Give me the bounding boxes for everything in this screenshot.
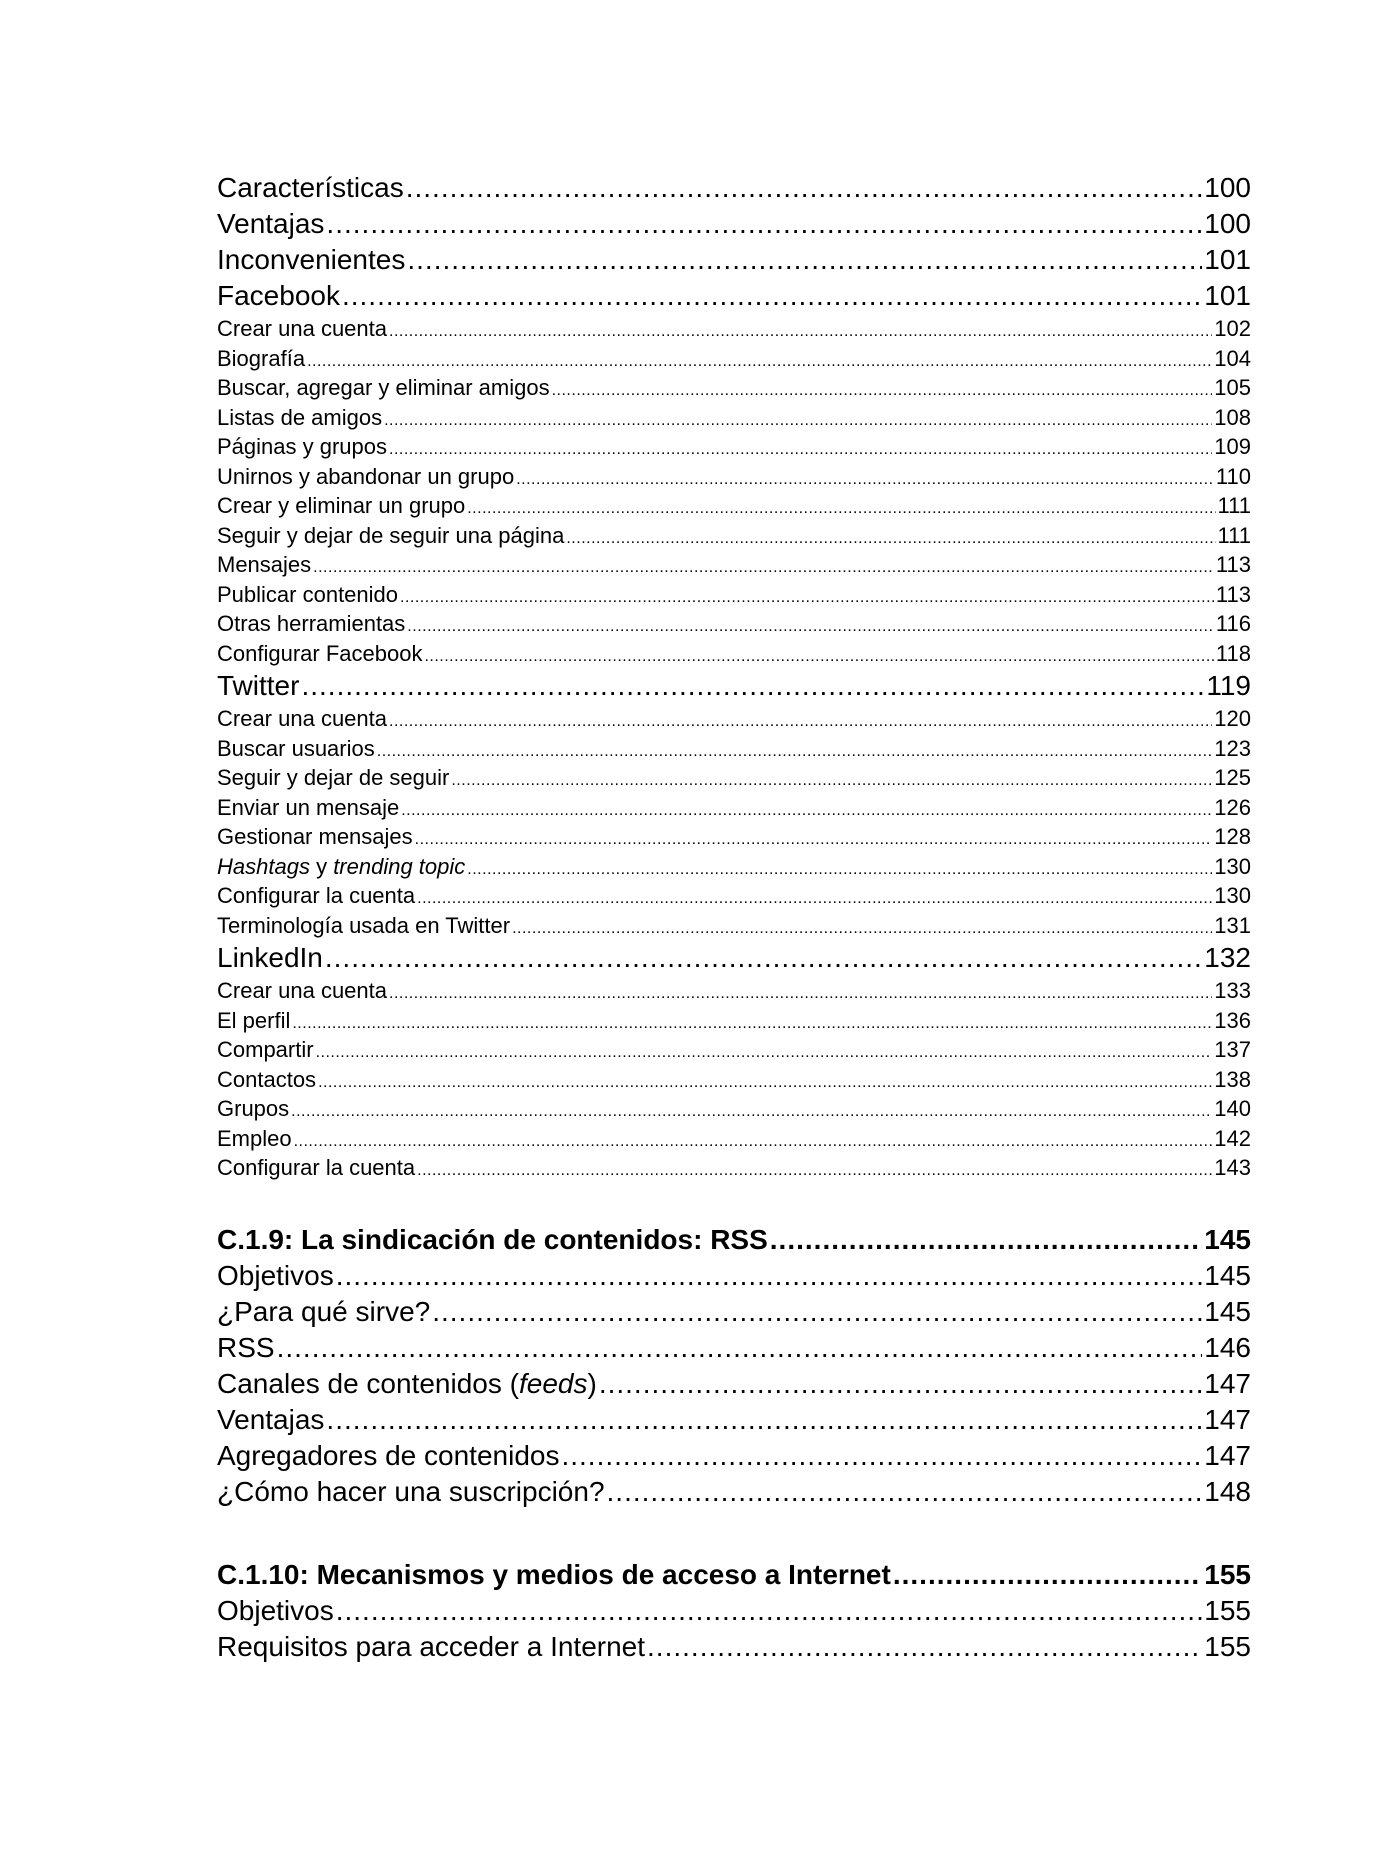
dot-leader <box>400 583 1214 610</box>
toc-page-number: 132 <box>1204 942 1251 973</box>
toc-page-number: 109 <box>1214 434 1251 459</box>
toc-entry-title: Configurar Facebook <box>217 640 423 666</box>
dot-leader <box>326 1402 1202 1438</box>
toc-page-number: 104 <box>1214 345 1251 371</box>
toc-page-number: 137 <box>1214 1037 1251 1062</box>
toc-entry-mensajes[interactable] <box>217 550 1251 580</box>
toc-entry-buscar-amigos[interactable] <box>217 373 1251 403</box>
toc-entry-unirnos-grupo[interactable] <box>217 462 1251 492</box>
toc-entry-requisitos[interactable] <box>217 1629 1251 1665</box>
toc-entry-title: Características <box>217 172 404 203</box>
toc-page-number: 155 <box>1204 1558 1251 1590</box>
toc-page-number: 101 <box>1204 280 1251 311</box>
toc-entry-inconvenientes[interactable] <box>217 242 1251 278</box>
dot-leader <box>599 1366 1202 1402</box>
toc-entry-para-que-sirve[interactable] <box>217 1294 1251 1330</box>
toc-entry-title: Seguir y dejar de seguir una página <box>217 522 565 548</box>
dot-leader <box>389 435 1212 462</box>
toc-page-number: 111 <box>1217 522 1251 548</box>
toc-entry-title: Buscar usuarios <box>217 735 375 761</box>
toc-page-number: 155 <box>1204 1630 1251 1662</box>
toc-page-number: 147 <box>1204 1403 1251 1435</box>
toc-page-number: 145 <box>1204 1223 1251 1255</box>
toc-entry-agregadores[interactable] <box>217 1438 1251 1474</box>
toc-page-number: 138 <box>1214 1066 1251 1092</box>
toc-entry-title: El perfil <box>217 1007 291 1033</box>
dot-leader <box>467 494 1215 521</box>
toc-chapter-c110[interactable] <box>217 1557 1251 1593</box>
toc-page-number: 147 <box>1204 1367 1251 1399</box>
toc-entry-title: Publicar contenido <box>217 581 399 607</box>
toc-entry-li-configurar-cuenta[interactable] <box>217 1153 1251 1183</box>
toc-page-number: 136 <box>1214 1007 1251 1033</box>
dot-leader <box>384 406 1212 433</box>
dot-leader <box>406 170 1203 206</box>
toc-entry-title: Objetivos <box>217 1594 334 1626</box>
toc-entry-compartir[interactable] <box>217 1035 1251 1065</box>
toc-chapter-title: C.1.10: Mecanismos y medios de acceso a Internet <box>217 1558 891 1590</box>
toc-entry-linkedin[interactable] <box>217 940 1251 976</box>
toc-entry-caracteristicas[interactable] <box>217 170 1251 206</box>
dot-leader <box>467 855 1212 882</box>
toc-page-number: 100 <box>1204 172 1251 203</box>
dot-leader <box>291 1097 1212 1124</box>
dot-leader <box>424 642 1213 669</box>
dot-leader <box>407 612 1214 639</box>
toc-title-mid: y <box>309 853 334 879</box>
toc-page-number: 146 <box>1204 1331 1251 1363</box>
toc-page-number: 145 <box>1204 1259 1251 1291</box>
toc-page-number: 130 <box>1214 883 1251 908</box>
toc-entry-terminologia[interactable] <box>217 911 1251 941</box>
toc-entry-title: Compartir <box>217 1037 314 1062</box>
toc-entry-fb-crear-cuenta[interactable] <box>217 314 1251 344</box>
toc-entry-title: Gestionar mensajes <box>217 824 413 849</box>
toc-title-italic: Hashtags <box>217 853 310 879</box>
toc-entry-seguir-dejar[interactable] <box>217 763 1251 793</box>
toc-page-number: 148 <box>1204 1475 1251 1507</box>
toc-entry-enviar-mensaje[interactable] <box>217 793 1251 823</box>
dot-leader <box>417 884 1212 911</box>
toc-page-number: 143 <box>1214 1155 1251 1180</box>
toc-page-number: 101 <box>1204 244 1251 275</box>
toc-entry-title: Crear una cuenta <box>217 978 387 1003</box>
toc-title-pre: Canales de contenidos ( <box>217 1367 519 1399</box>
toc-entry-title: Grupos <box>217 1096 290 1121</box>
toc-entry-tw-configurar-cuenta[interactable] <box>217 881 1251 911</box>
toc-entry-seguir-pagina[interactable] <box>217 521 1251 551</box>
dot-leader <box>647 1629 1202 1665</box>
dot-leader <box>415 825 1213 852</box>
dot-leader <box>307 347 1212 374</box>
toc-page-number: 111 <box>1217 493 1251 518</box>
toc-entry-title: Ventajas <box>217 1403 325 1435</box>
toc-entry-canales-contenidos[interactable] <box>217 1366 1251 1402</box>
dot-leader <box>561 1438 1202 1474</box>
toc-entry-title: ¿Cómo hacer una suscripción? <box>217 1475 605 1507</box>
toc-entry-buscar-usuarios[interactable] <box>217 734 1251 764</box>
toc-page-number: 113 <box>1215 581 1251 607</box>
dot-leader <box>292 1009 1212 1036</box>
toc-title-italic: trending topic <box>333 853 466 879</box>
toc-entry-contactos[interactable] <box>217 1065 1251 1095</box>
toc-page-number: 108 <box>1214 404 1251 430</box>
dot-leader <box>407 242 1202 278</box>
toc-entry-title: Buscar, agregar y eliminar amigos <box>217 375 550 400</box>
toc-page-number: 119 <box>1206 670 1251 701</box>
toc-entry-hashtags[interactable] <box>217 852 1251 882</box>
dot-leader <box>893 1557 1202 1593</box>
toc-title-post: ) <box>587 1367 597 1399</box>
toc-entry-crear-grupo[interactable] <box>217 491 1251 521</box>
toc-entry-title: ¿Para qué sirve? <box>217 1295 431 1327</box>
toc-entry-configurar-facebook[interactable] <box>217 639 1251 669</box>
toc-entry-suscripcion[interactable] <box>217 1474 1251 1510</box>
toc-entry-title: Facebook <box>217 280 340 311</box>
toc-entry-el-perfil[interactable] <box>217 1006 1251 1036</box>
dot-leader <box>451 766 1212 793</box>
dot-leader <box>318 1068 1212 1095</box>
toc-page-number: 102 <box>1214 316 1251 341</box>
dot-leader <box>512 914 1212 941</box>
toc-entry-title: Contactos <box>217 1066 317 1092</box>
dot-leader <box>336 1258 1203 1294</box>
dot-leader <box>316 1038 1213 1065</box>
toc-entry-title <box>217 1366 597 1402</box>
table-of-contents <box>217 170 1251 1665</box>
toc-entry-title: Agregadores de contenidos <box>217 1439 560 1471</box>
toc-chapter-title: C.1.9: La sindicación de contenidos: RSS <box>217 1223 768 1255</box>
toc-page-number: 133 <box>1214 978 1251 1003</box>
toc-entry-title: RSS <box>217 1331 275 1363</box>
toc-page-number: 131 <box>1214 912 1251 938</box>
dot-leader <box>325 940 1202 976</box>
toc-title-italic: feeds <box>518 1367 588 1399</box>
toc-entry-publicar-contenido[interactable] <box>217 580 1251 610</box>
toc-entry-title: Requisitos para acceder a Internet <box>217 1630 646 1662</box>
toc-entry-tw-crear-cuenta[interactable] <box>217 704 1251 734</box>
toc-entry-title: Páginas y grupos <box>217 434 387 459</box>
toc-entry-empleo[interactable] <box>217 1124 1251 1154</box>
toc-page-number: 110 <box>1215 463 1251 489</box>
dot-leader <box>770 1222 1203 1258</box>
toc-entry-title: Crear y eliminar un grupo <box>217 493 466 518</box>
toc-entry-title: Seguir y dejar de seguir <box>217 765 450 790</box>
toc-page-number: 130 <box>1214 853 1251 879</box>
toc-page-number: 128 <box>1214 824 1251 849</box>
toc-page-number: 123 <box>1214 735 1251 761</box>
toc-entry-facebook[interactable] <box>217 278 1251 314</box>
toc-entry-title: Crear una cuenta <box>217 706 387 731</box>
toc-page-number: 100 <box>1204 208 1251 239</box>
toc-entry-title: Mensajes <box>217 552 312 577</box>
toc-page-number: 142 <box>1214 1125 1251 1151</box>
dot-leader <box>401 796 1212 823</box>
toc-entry-title: Enviar un mensaje <box>217 794 400 820</box>
dot-leader <box>566 524 1215 551</box>
dot-leader <box>313 553 1214 580</box>
toc-entry-title: Empleo <box>217 1125 292 1151</box>
dot-leader <box>417 1156 1212 1183</box>
toc-entry-ventajas[interactable] <box>217 206 1251 242</box>
toc-entry-title: Ventajas <box>217 208 325 239</box>
dot-leader <box>294 1127 1213 1154</box>
toc-entry-grupos[interactable] <box>217 1094 1251 1124</box>
toc-entry-title: Objetivos <box>217 1259 334 1291</box>
toc-page-number: 118 <box>1215 640 1251 666</box>
toc-entry-gestionar-mensajes[interactable] <box>217 822 1251 852</box>
toc-entry-title: Configurar la cuenta <box>217 883 416 908</box>
toc-entry-title: Otras herramientas <box>217 611 406 636</box>
dot-leader <box>301 668 1204 704</box>
toc-page-number: 155 <box>1204 1594 1251 1626</box>
toc-entry-title: Configurar la cuenta <box>217 1155 416 1180</box>
toc-page-number: 126 <box>1214 794 1251 820</box>
toc-entry-title: Terminología usada en Twitter <box>217 912 511 938</box>
toc-entry-title: Inconvenientes <box>217 244 406 275</box>
toc-entry-title: Twitter <box>217 670 300 701</box>
toc-entry-title: Biografía <box>217 345 306 371</box>
toc-entry-objetivos-c110[interactable] <box>217 1593 1251 1629</box>
dot-leader <box>326 206 1202 242</box>
toc-page-number: 125 <box>1214 765 1251 790</box>
toc-page-number: 147 <box>1204 1439 1251 1471</box>
toc-page-number: 105 <box>1214 375 1251 400</box>
dot-leader <box>432 1294 1202 1330</box>
toc-entry-rss[interactable] <box>217 1330 1251 1366</box>
toc-entry-li-crear-cuenta[interactable] <box>217 976 1251 1006</box>
dot-leader <box>552 376 1213 403</box>
toc-entry-objetivos[interactable] <box>217 1258 1251 1294</box>
toc-entry-title: Listas de amigos <box>217 404 383 430</box>
toc-page-number: 113 <box>1215 552 1251 577</box>
dot-leader <box>342 278 1202 314</box>
toc-page-number: 120 <box>1214 706 1251 731</box>
toc-entry-twitter[interactable] <box>217 668 1251 704</box>
toc-entry-title: LinkedIn <box>217 942 323 973</box>
dot-leader <box>607 1474 1203 1510</box>
toc-page-number: 140 <box>1214 1096 1251 1121</box>
dot-leader <box>389 707 1212 734</box>
toc-entry-otras-herramientas[interactable] <box>217 609 1251 639</box>
dot-leader <box>389 979 1212 1006</box>
toc-entry-listas-amigos[interactable] <box>217 403 1251 433</box>
dot-leader <box>389 317 1212 344</box>
toc-entry-title: Unirnos y abandonar un grupo <box>217 463 515 489</box>
toc-entry-biografia[interactable] <box>217 344 1251 374</box>
toc-page-number: 145 <box>1204 1295 1251 1327</box>
toc-entry-paginas-grupos[interactable] <box>217 432 1251 462</box>
dot-leader <box>377 737 1213 764</box>
toc-entry-ventajas-rss[interactable] <box>217 1402 1251 1438</box>
dot-leader <box>336 1593 1203 1629</box>
dot-leader <box>277 1330 1203 1366</box>
toc-chapter-c19[interactable] <box>217 1222 1251 1258</box>
dot-leader <box>516 465 1214 492</box>
toc-entry-title <box>217 852 465 882</box>
toc-entry-title: Crear una cuenta <box>217 316 387 341</box>
toc-page-number: 116 <box>1215 611 1251 636</box>
